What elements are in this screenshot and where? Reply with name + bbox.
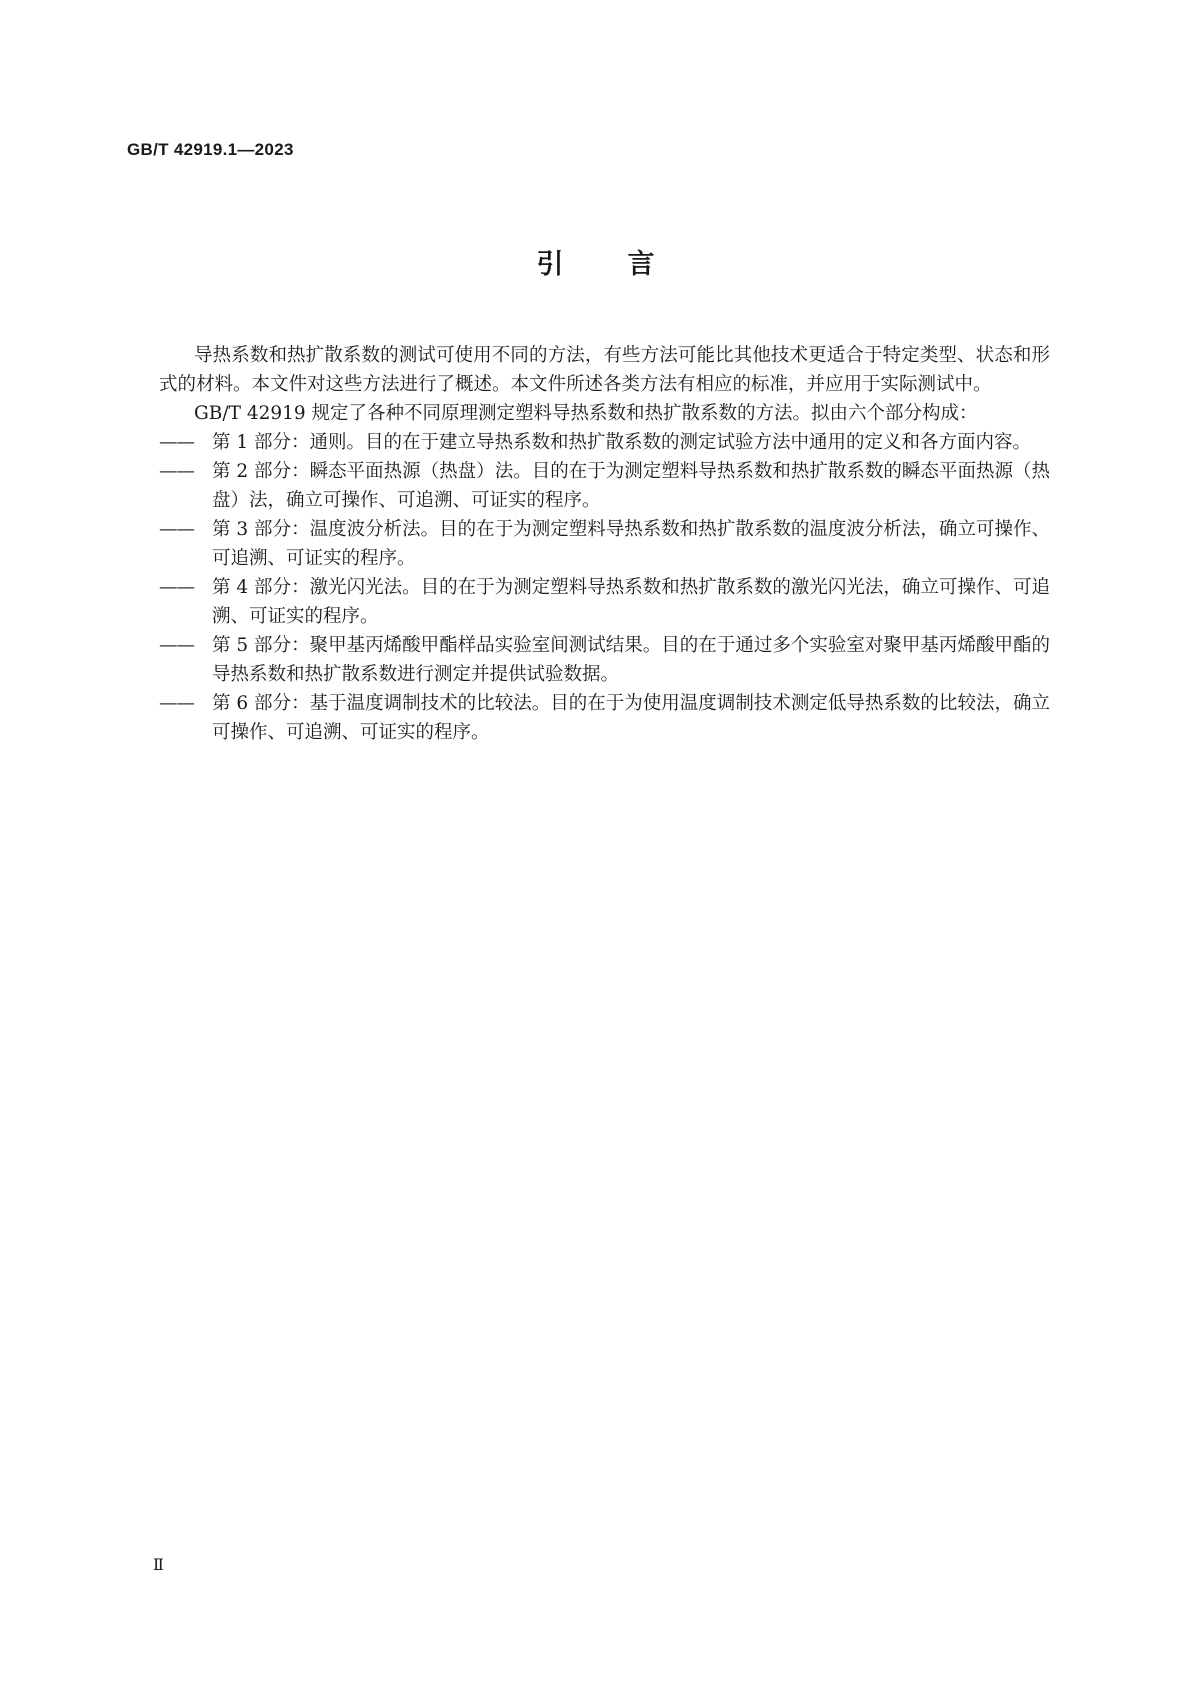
dash-marker: —— <box>159 693 194 714</box>
list-item-text: 第 2 部分：瞬态平面热源（热盘）法。目的在于为测定塑料导热系数和热扩散系数的瞬态平面热源（热盘）法，确立可操作、可追溯、可证实的程序。 <box>212 461 1050 511</box>
list-item <box>159 515 1050 573</box>
list-item <box>159 689 1050 747</box>
list-item <box>159 631 1050 689</box>
dash-marker: —— <box>159 577 194 598</box>
list-item-text: 第 4 部分：激光闪光法。目的在于为测定塑料导热系数和热扩散系数的激光闪光法，确立可操作、可追溯、可证实的程序。 <box>212 577 1050 627</box>
page-title: 引言 <box>536 249 719 280</box>
list-item <box>159 573 1050 631</box>
page-number: Ⅱ <box>153 1555 164 1574</box>
list-item-text: 第 3 部分：温度波分析法。目的在于为测定塑料导热系数和热扩散系数的温度波分析法，确立可操作、可追溯、可证实的程序。 <box>212 519 1050 569</box>
dash-marker: —— <box>159 519 194 540</box>
list-item-text: 第 5 部分：聚甲基丙烯酸甲酯样品实验室间测试结果。目的在于通过多个实验室对聚甲基丙烯酸甲酯的导热系数和热扩散系数进行测定并提供试验数据。 <box>212 635 1050 685</box>
list-item <box>159 428 1050 457</box>
body-content <box>159 341 1050 747</box>
intro-paragraph: 导热系数和热扩散系数的测试可使用不同的方法，有些方法可能比其他技术更适合于特定类型、状态和形式的材料。本文件对这些方法进行了概述。本文件所述各类方法有相应的标准，并应用于实际测试中。 <box>159 345 1050 395</box>
list-item-text: 第 6 部分：基于温度调制技术的比较法。目的在于为使用温度调制技术测定低导热系数的比较法，确立可操作、可追溯、可证实的程序。 <box>212 693 1050 743</box>
list-item <box>159 457 1050 515</box>
dash-marker: —— <box>159 635 194 656</box>
dash-marker: —— <box>159 432 194 453</box>
list-item-text: 第 1 部分：通则。目的在于建立导热系数和热扩散系数的测定试验方法中通用的定义和各方面内容。 <box>212 432 1032 453</box>
document-code-header: GB/T 42919.1—2023 <box>127 140 294 159</box>
structure-paragraph: GB/T 42919 规定了各种不同原理测定塑料导热系数和热扩散系数的方法。拟由六个部分构成： <box>194 403 978 424</box>
dash-marker: —— <box>159 461 194 482</box>
